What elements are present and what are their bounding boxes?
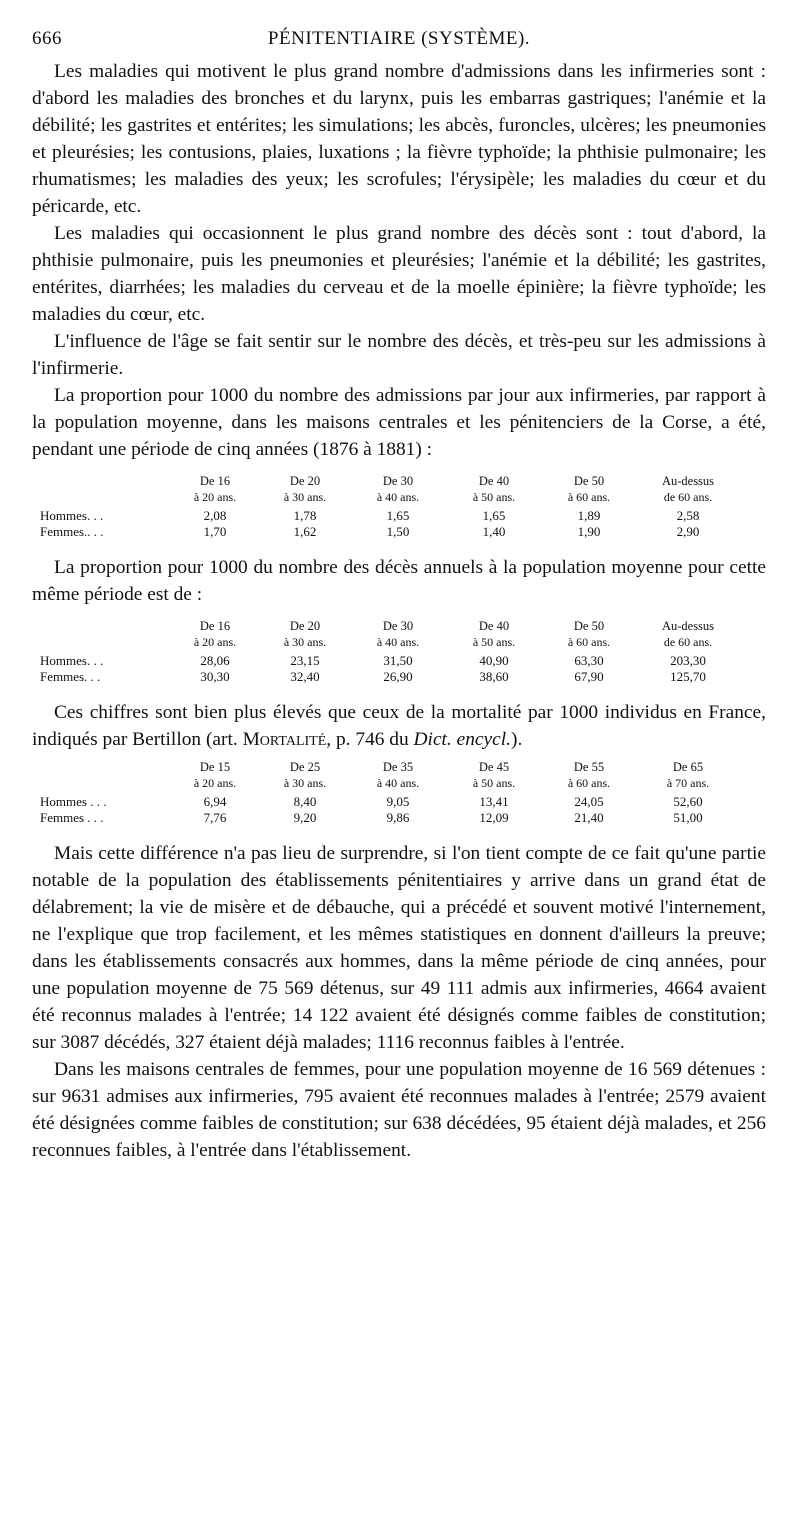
table-cell: 24,05 bbox=[574, 794, 604, 809]
table-row bbox=[40, 653, 740, 669]
france-mortality-table bbox=[40, 759, 740, 826]
column-header: De 30 bbox=[382, 619, 414, 633]
table-cell: 9,86 bbox=[386, 810, 410, 825]
table-cell: 12,09 bbox=[479, 810, 509, 825]
table-cell: 9,05 bbox=[386, 794, 410, 809]
table-cell: 125,70 bbox=[670, 669, 706, 684]
text-run: , p. 746 du bbox=[326, 729, 414, 750]
table-cell: 63,30 bbox=[574, 653, 604, 668]
table-cell: 32,40 bbox=[290, 669, 320, 684]
column-subheader: à 60 ans. bbox=[567, 490, 611, 504]
table-header-row bbox=[40, 473, 740, 489]
column-subheader: à 30 ans. bbox=[283, 776, 327, 790]
table-row bbox=[40, 524, 740, 540]
column-subheader: à 70 ans. bbox=[666, 776, 710, 790]
column-header: De 40 bbox=[478, 474, 510, 488]
row-label: Femmes.. . . bbox=[40, 524, 104, 539]
column-subheader: à 50 ans. bbox=[472, 490, 516, 504]
column-header: De 16 bbox=[199, 619, 231, 633]
paragraph-age-influence: L'influence de l'âge se fait sentir sur le nombre des décès, et très-peu sur les admissions à l'infirmerie. bbox=[32, 331, 766, 379]
table-cell: 51,00 bbox=[673, 810, 703, 825]
table-cell: 1,62 bbox=[293, 524, 317, 539]
table-cell: 2,90 bbox=[676, 524, 700, 539]
table-header-row bbox=[40, 489, 740, 508]
table-cell: 1,40 bbox=[482, 524, 506, 539]
page-number: 666 bbox=[32, 28, 62, 49]
text-run: ). bbox=[510, 729, 523, 750]
table-cell: 26,90 bbox=[383, 669, 413, 684]
table-row bbox=[40, 669, 740, 685]
table-cell: 203,30 bbox=[670, 653, 706, 668]
paragraph-deces-proportion: La proportion pour 1000 du nombre des décès annuels à la population moyenne pour cette même période est de : bbox=[32, 557, 766, 605]
column-subheader: de 60 ans. bbox=[663, 635, 713, 649]
table-block-deces bbox=[32, 618, 766, 685]
column-header: De 50 bbox=[573, 619, 605, 633]
column-subheader: à 60 ans. bbox=[567, 635, 611, 649]
table-cell: 1,90 bbox=[577, 524, 601, 539]
row-label: Hommes . . . bbox=[40, 794, 107, 809]
deces-table bbox=[40, 618, 740, 685]
paragraph-admissions-causes: Les maladies qui motivent le plus grand nombre d'admissions dans les infirmeries sont : d'abord les maladies des bronches et du larynx, puis les embarras gastriques; l'anémie et la débilité; les gastrites et entérites; les simulations; les abcès, furoncles, ulcères; les pneumonies et pleurésies; les contusions, plaies, luxations ; la fièvre typhoïde; la phthisie pulmonaire; les rhumatismes; les maladies des yeux; les scrofules; l'érysipèle; les maladies du cœur et du péricarde, etc. bbox=[32, 61, 766, 217]
column-subheader: à 60 ans. bbox=[567, 776, 611, 790]
column-header: De 16 bbox=[199, 474, 231, 488]
table-cell: 1,65 bbox=[482, 508, 506, 523]
table-cell: 21,40 bbox=[574, 810, 604, 825]
table-cell: 1,50 bbox=[386, 524, 410, 539]
table-row bbox=[40, 794, 740, 810]
column-header: De 30 bbox=[382, 474, 414, 488]
text-run: Ces chiffres sont bien plus élevés que ceux de la mortalité par 1000 individus en France, indiqués par Bertillon (art. bbox=[32, 702, 766, 750]
column-subheader: à 20 ans. bbox=[193, 490, 237, 504]
column-subheader: à 40 ans. bbox=[376, 776, 420, 790]
table-cell: 28,06 bbox=[200, 653, 230, 668]
paragraph-admissions-proportion: La proportion pour 1000 du nombre des admissions par jour aux infirmeries, par rapport à la population moyenne, dans les maisons centrales et les pénitenciers de la Corse, a été, pendant une période de cinq années (1876 à 1881) : bbox=[32, 385, 766, 460]
table-cell: 13,41 bbox=[479, 794, 509, 809]
column-subheader: à 50 ans. bbox=[472, 776, 516, 790]
table-cell: 1,78 bbox=[293, 508, 317, 523]
paragraph-explanation-men: Mais cette différence n'a pas lieu de surprendre, si l'on tient compte de ce fait qu'une partie notable de la population des établissements pénitentiaires y arrive dans un grand état de délabrement; la vie de misère et de débauche, qui a précédé et souvent motivé l'internement, ne l'explique que trop facilement, et les mêmes statistiques en donnent d'ailleurs la preuve; dans les établissements consacrés aux hommes, dans la même période de cinq années, pour une population moyenne de 75 569 détenus, sur 49 111 admis aux infirmeries, 4664 avaient été reconnus malades à l'entrée; 14 122 avaient été désignés comme faibles de constitution; sur 3087 décédés, 327 étaient déjà malades; 1116 reconnus faibles à l'entrée. bbox=[32, 843, 766, 1053]
table-cell: 1,89 bbox=[577, 508, 601, 523]
paragraph-comparison-france bbox=[32, 699, 766, 753]
paragraph-explanation-women: Dans les maisons centrales de femmes, pour une population moyenne de 16 569 détenues : sur 9631 admises aux infirmeries, 795 avaient été reconnues malades à l'entrée; 2579 avaient été désignées comme faibles de constitution; sur 638 décédées, 95 étaient déjà malades, et 256 reconnues faibles, à l'entrée dans l'établissement. bbox=[32, 1059, 766, 1161]
column-header: De 25 bbox=[289, 760, 321, 774]
table-cell: 52,60 bbox=[673, 794, 703, 809]
table-cell: 1,65 bbox=[386, 508, 410, 523]
table-block-france bbox=[32, 759, 766, 826]
table-cell: 67,90 bbox=[574, 669, 604, 684]
table-cell: 9,20 bbox=[293, 810, 317, 825]
column-header: De 55 bbox=[573, 760, 605, 774]
column-header: De 65 bbox=[672, 760, 704, 774]
column-header: De 45 bbox=[478, 760, 510, 774]
row-label: Femmes . . . bbox=[40, 810, 104, 825]
table-cell: 2,08 bbox=[203, 508, 227, 523]
table-cell: 2,58 bbox=[676, 508, 700, 523]
column-subheader: à 40 ans. bbox=[376, 635, 420, 649]
column-header: De 20 bbox=[289, 474, 321, 488]
column-header: Au-dessus bbox=[661, 474, 715, 488]
page-header bbox=[32, 28, 766, 58]
work-title: Dict. encycl. bbox=[413, 729, 511, 750]
column-header: De 40 bbox=[478, 619, 510, 633]
table-header-row bbox=[40, 775, 740, 794]
column-header: Au-dessus bbox=[661, 619, 715, 633]
article-reference: Mortalité bbox=[242, 729, 327, 750]
table-cell: 6,94 bbox=[203, 794, 227, 809]
column-header: De 35 bbox=[382, 760, 414, 774]
paragraph-deces-causes: Les maladies qui occasionnent le plus grand nombre des décès sont : tout d'abord, la phthisie pulmonaire, puis les pneumonies et pleurésies; l'anémie et la débilité; les gastrites, entérites, diarrhées; les maladies du cerveau et de la moelle épinière; la fièvre typhoïde; les maladies du cœur, etc. bbox=[32, 223, 766, 325]
table-cell: 8,40 bbox=[293, 794, 317, 809]
table-row bbox=[40, 810, 740, 826]
table-cell: 40,90 bbox=[479, 653, 509, 668]
column-subheader: à 40 ans. bbox=[376, 490, 420, 504]
column-subheader: à 30 ans. bbox=[283, 490, 327, 504]
row-label: Hommes. . . bbox=[40, 653, 104, 668]
table-cell: 7,76 bbox=[203, 810, 227, 825]
table-cell: 31,50 bbox=[383, 653, 413, 668]
column-subheader: de 60 ans. bbox=[663, 490, 713, 504]
column-subheader: à 30 ans. bbox=[283, 635, 327, 649]
row-label: Femmes. . . bbox=[40, 669, 101, 684]
admissions-table bbox=[40, 473, 740, 540]
table-header-row bbox=[40, 759, 740, 775]
table-cell: 1,70 bbox=[203, 524, 227, 539]
column-header: De 15 bbox=[199, 760, 231, 774]
row-label: Hommes. . . bbox=[40, 508, 104, 523]
column-subheader: à 50 ans. bbox=[472, 635, 516, 649]
table-cell: 23,15 bbox=[290, 653, 320, 668]
table-header-row bbox=[40, 618, 740, 634]
column-subheader: à 20 ans. bbox=[193, 635, 237, 649]
running-title: PÉNITENTIAIRE (SYSTÈME). bbox=[267, 28, 531, 49]
table-row bbox=[40, 508, 740, 524]
table-header-row bbox=[40, 634, 740, 653]
table-cell: 38,60 bbox=[479, 669, 509, 684]
table-block-admissions bbox=[32, 473, 766, 540]
column-header: De 50 bbox=[573, 474, 605, 488]
column-header: De 20 bbox=[289, 619, 321, 633]
column-subheader: à 20 ans. bbox=[193, 776, 237, 790]
table-cell: 30,30 bbox=[200, 669, 230, 684]
